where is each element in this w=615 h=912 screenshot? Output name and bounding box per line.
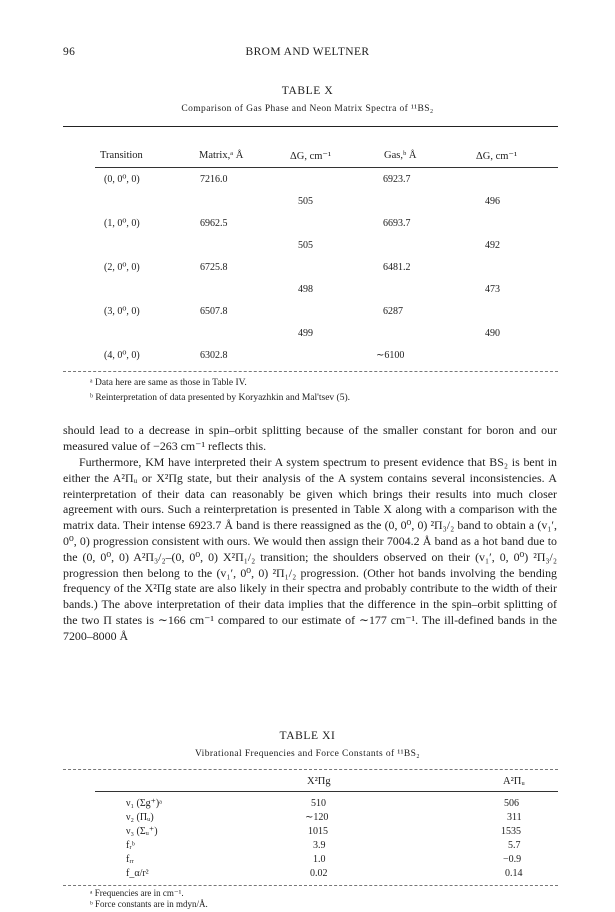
table10-header-gas: Gas,ᵇ Å <box>384 150 417 161</box>
table11-header-rule <box>95 791 558 792</box>
table11-x-value: 510 <box>311 798 326 809</box>
table10-footnote-b: ᵇ Reinterpretation of data presented by Koryazhkin and Mal'tsev (5). <box>90 393 351 403</box>
table11-x-value: 0.02 <box>310 868 328 879</box>
table10-dg-gas: 473 <box>485 284 500 295</box>
page-number: 96 <box>63 46 76 58</box>
table11-label: ν₂ (Πᵤ) <box>126 812 154 823</box>
table10-gas: ∼6100 <box>376 350 405 361</box>
table10-dg-matrix: 498 <box>298 284 313 295</box>
table10-gas: 6693.7 <box>383 218 411 229</box>
table10-header-dg1: ΔG, cm⁻¹ <box>290 151 332 162</box>
table11-caption: Vibrational Frequencies and Force Constants of ¹¹BS₂ <box>194 749 420 759</box>
table11-label: fᵣᵣ <box>126 854 134 865</box>
table10-gas: 6923.7 <box>383 174 411 185</box>
table11-x-value: ∼120 <box>305 812 329 823</box>
table11-a-value: 506 <box>504 798 519 809</box>
table11-a-value: 5.7 <box>508 840 521 851</box>
table10-title: TABLE X <box>281 85 334 97</box>
table10-dg-gas: 490 <box>485 328 500 339</box>
table11-label: f_α/r² <box>126 868 149 879</box>
table10-matrix: 6302.8 <box>200 350 228 361</box>
table10-dg-matrix: 499 <box>298 328 313 339</box>
table11-label: ν₁ (Σg⁺)ᵃ <box>126 798 163 809</box>
table11-bottom-rule <box>63 885 558 886</box>
table11-header-x: X²Πg <box>307 776 331 787</box>
table11-top-rule <box>63 769 558 770</box>
table11-title: TABLE XI <box>279 730 336 742</box>
table10-dg-gas: 492 <box>485 240 500 251</box>
table11-x-value: 1015 <box>308 826 328 837</box>
table10-transition: (4, 0⁰, 0) <box>104 350 140 361</box>
table10-dg-matrix: 505 <box>298 196 313 207</box>
table10-header-matrix: Matrix,ᵃ Å <box>199 150 244 161</box>
table10-gas: 6481.2 <box>383 262 411 273</box>
table10-header-rule <box>95 167 558 168</box>
table10-transition: (2, 0⁰, 0) <box>104 262 140 273</box>
table10-header-dg2: ΔG, cm⁻¹ <box>476 151 518 162</box>
table10-matrix: 6507.8 <box>200 306 228 317</box>
table10-matrix: 6725.8 <box>200 262 228 273</box>
table10-matrix: 6962.5 <box>200 218 228 229</box>
table10-transition: (0, 0⁰, 0) <box>104 174 140 185</box>
table11-header-a: A²Πᵤ <box>503 776 525 787</box>
table11-a-value: −0.9 <box>503 854 522 865</box>
table11-x-value: 1.0 <box>313 854 326 865</box>
table11-label: fᵣᵇ <box>126 840 135 851</box>
table11-label: ν₃ (Σᵤ⁺) <box>126 826 158 837</box>
table10-footnote-a: ᵃ Data here are same as those in Table IV. <box>90 378 247 388</box>
table11-footnote-a: ᵃ Frequencies are in cm⁻¹. <box>90 888 184 898</box>
table10-top-rule <box>63 126 558 127</box>
table10-header-transition: Transition <box>100 150 143 161</box>
table10-bottom-rule <box>63 371 558 372</box>
body-paragraph-2: Furthermore, KM have interpreted their A system spectrum to present evidence that BS₂ is bent in either the A²Πᵤ or X²Πg state, but their analysis of the A system contains several inconsistencies. A reinterpretation of their data can reasonably be given which brings their results into much closer agreement with ours. Such a reinterpretation is presented in Table X along with a comparison with the matrix data. Their intense 6923.7 Å band is there reassigned as the (0, 0⁰, 0) ²Π₃/₂ band to obtain a (v₁′, 0⁰, 0) progression consistent with ours. We would then assign their 7004.2 Å band as a hot band due to the (0, 0⁰, 0) A²Π₃/₂–(0, 0⁰, 0) X²Π₁/₂ transition; the shoulders observed on their (v₁′, 0, 0⁰) ²Π₃/₂ progression then belong to the (v₁′, 0⁰, 0) ²Π₁/₂ progression. (Other hot bands involving the bending frequency of the X²Πg state are also likely in their spectra and probably contribute to the width of their bands.) The above interpretation of their data implies that the difference in the spin–orbit splitting of the two Π states is ∼166 cm⁻¹ compared to our estimate of ∼177 cm⁻¹. The ill-defined bands in the 7200–8000 Å <box>63 455 557 643</box>
table10-transition: (3, 0⁰, 0) <box>104 306 140 317</box>
table10-dg-matrix: 505 <box>298 240 313 251</box>
table10-matrix: 7216.0 <box>200 174 228 185</box>
table11-a-value: 1535 <box>501 826 521 837</box>
table10-dg-gas: 496 <box>485 196 500 207</box>
table10-caption: Comparison of Gas Phase and Neon Matrix Spectra of ¹¹BS₂ <box>181 104 434 114</box>
running-title: BROM AND WELTNER <box>245 46 370 58</box>
table11-footnote-b: ᵇ Force constants are in mdyn/Å. <box>90 899 208 909</box>
table10-gas: 6287 <box>383 306 403 317</box>
table11-a-value: 311 <box>507 812 522 823</box>
body-paragraph-1: should lead to a decrease in spin–orbit splitting because of the smaller constant for boron and our measured value of −263 cm⁻¹ reflects this. <box>63 423 557 453</box>
table11-a-value: 0.14 <box>505 868 523 879</box>
table10-transition: (1, 0⁰, 0) <box>104 218 140 229</box>
table11-x-value: 3.9 <box>313 840 326 851</box>
